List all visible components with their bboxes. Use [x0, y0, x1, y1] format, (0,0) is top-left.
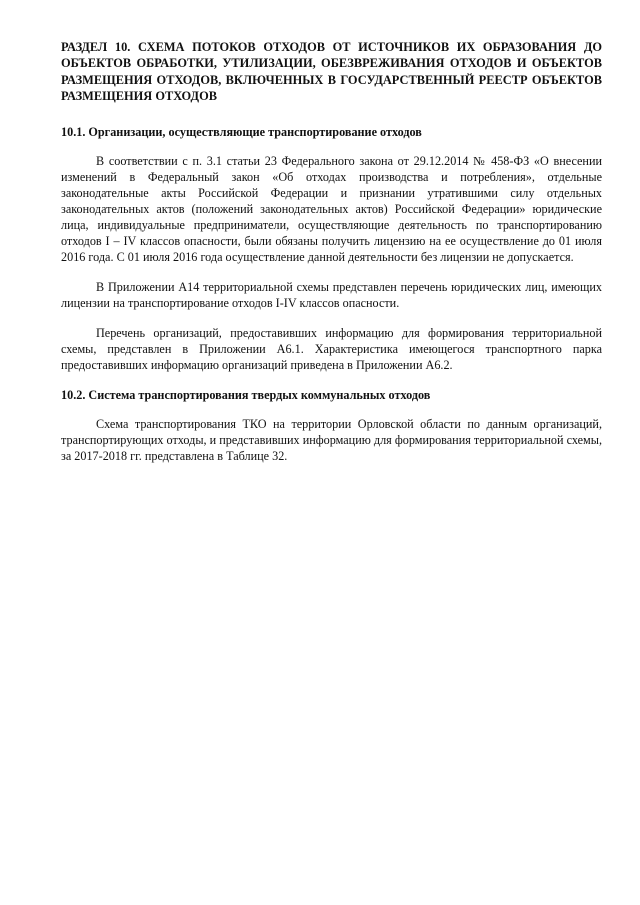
subsection-title-10-2: 10.2. Система транспортирования твердых коммунальных отходов [61, 387, 431, 402]
paragraph-license-law: В соответствии с п. 3.1 статьи 23 Федерального закона от 29.12.2014 № 458-ФЗ «О внесении изменений в Федеральный закон «Об отходах производства и потребления», отдельные законодательные акты Российской Федерации и признании утратившими силу отдельных законодательных актов (положений законодательных актов) Российской Федерации» юридические лица, индивидуальные предприниматели, осуществляющие деятельность по транспортированию отходов I – IV классов опасности, были обязаны получить лицензию на ее осуществление до 01 июля 2016 года. С 01 июля 2016 года осуществление данной деятельности без лицензии не допускается. [61, 153, 602, 264]
document-page [61, 39, 602, 478]
paragraph-appendix-a14: В Приложении А14 территориальной схемы представлен перечень юридических лиц, имеющих лицензии на транспортирование отходов I-IV классов опасности. [61, 279, 602, 310]
paragraph-appendix-a6: Перечень организаций, предоставивших информацию для формирования территориальной схемы, представлен в Приложении А6.1. Характеристика имеющегося транспортного парка предоставивших информацию организаций приведена в Приложении А6.2. [61, 325, 602, 372]
subsection-title-10-1: 10.1. Организации, осуществляющие транспортирование отходов [61, 124, 422, 139]
section-title: РАЗДЕЛ 10. СХЕМА ПОТОКОВ ОТХОДОВ ОТ ИСТОЧНИКОВ ИХ ОБРАЗОВАНИЯ ДО ОБЪЕКТОВ ОБРАБОТКИ, УТИЛИЗАЦИИ, ОБЕЗВРЕЖИВАНИЯ ОТХОДОВ И ОБЪЕКТОВ РАЗМЕЩЕНИЯ ОТХОДОВ, ВКЛЮЧЕННЫХ В ГОСУДАРСТВЕННЫЙ РЕЕСТР ОБЪЕКТОВ РАЗМЕЩЕНИЯ ОТХОДОВ [61, 40, 602, 104]
paragraph-tko-scheme: Схема транспортирования ТКО на территории Орловской области по данным организаций, транспортирующих отходы, и представивших информацию для формирования территориальной схемы, за 2017-2018 гг. представлена в Таблице 32. [61, 416, 602, 463]
